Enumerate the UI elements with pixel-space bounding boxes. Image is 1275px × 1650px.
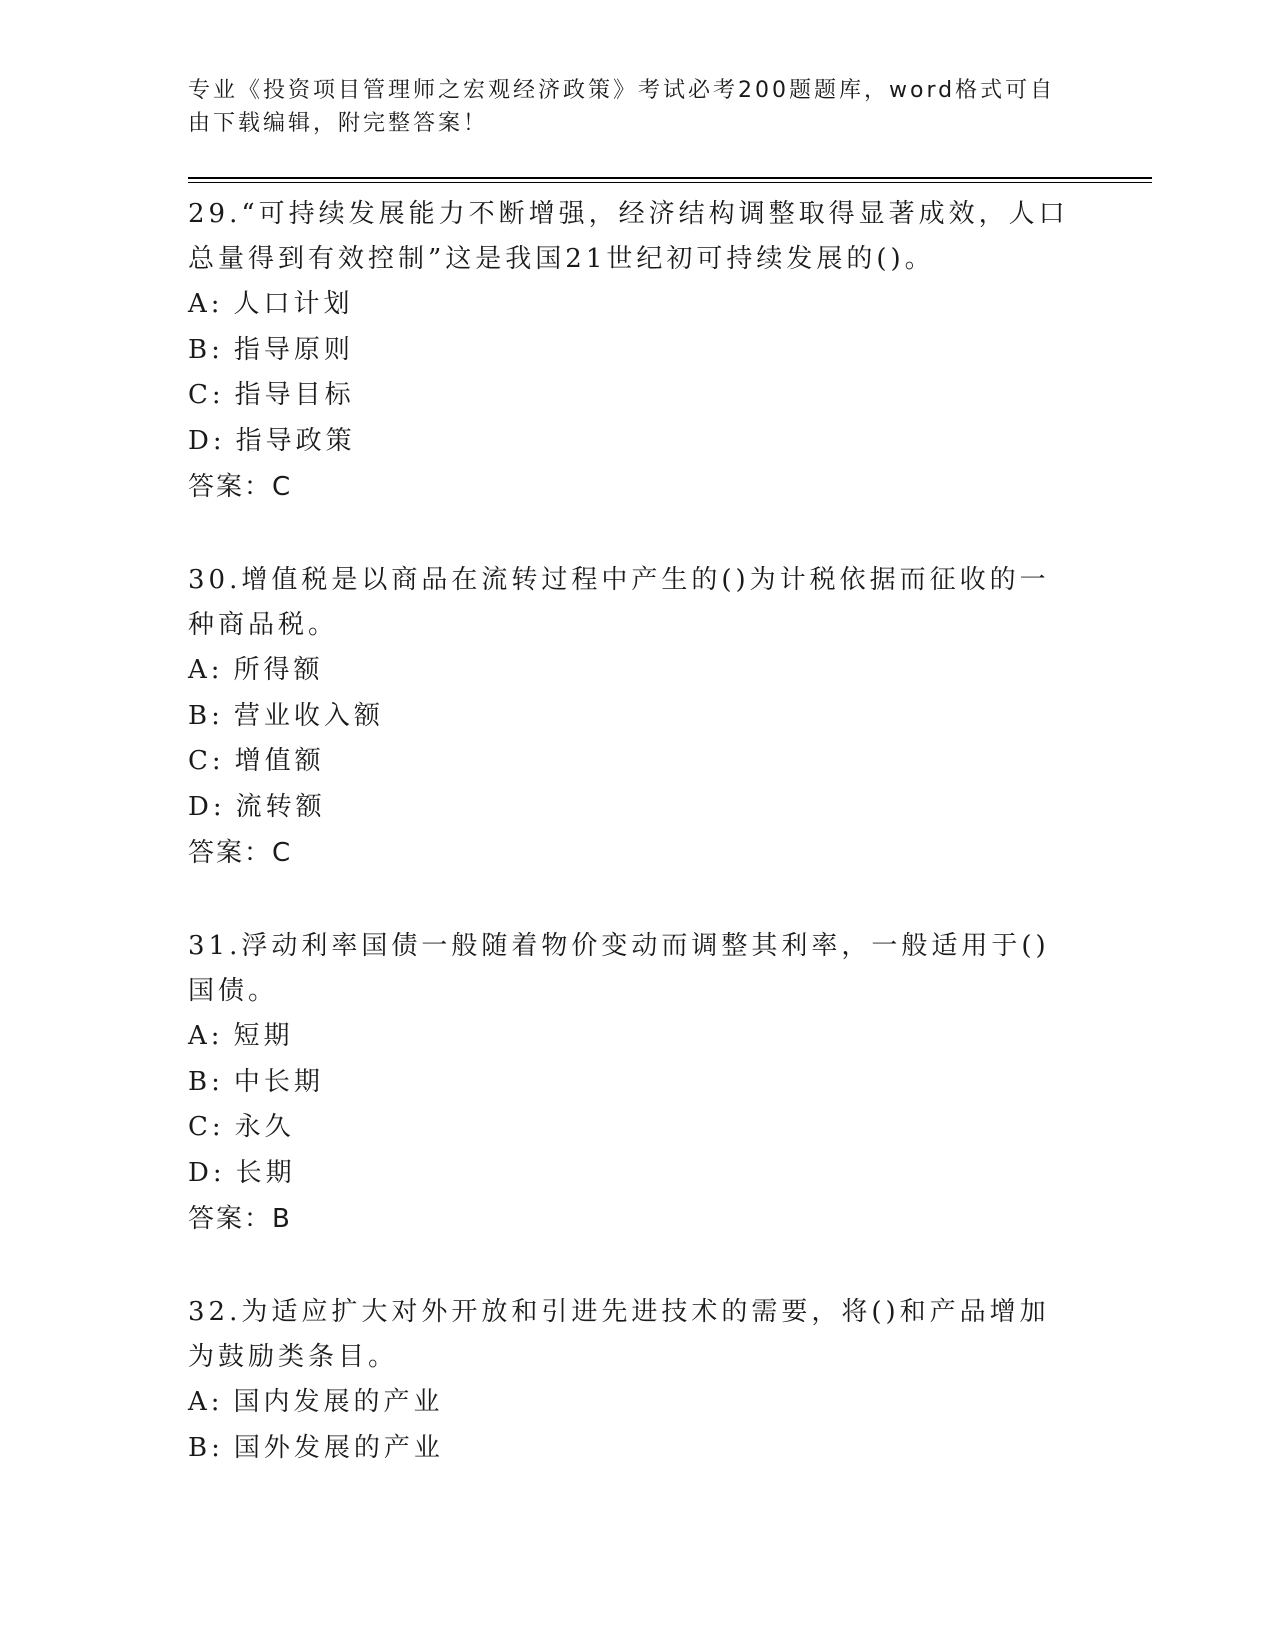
option-b — [188, 1426, 1078, 1472]
header-divider-thick — [188, 177, 1152, 179]
option-key: B: — [188, 334, 224, 365]
option-text: 所得额 — [233, 655, 324, 685]
question-30 — [188, 558, 1078, 876]
option-a — [188, 1014, 1078, 1060]
document-header: 专业《投资项目管理师之宏观经济政策》考试必考200题题库，word格式可自由下载编辑，附完整答案！ — [188, 78, 1056, 136]
question-29 — [188, 192, 1078, 510]
question-31 — [188, 924, 1078, 1242]
option-text: 中长期 — [233, 1066, 324, 1097]
option-key: A: — [188, 655, 224, 685]
option-a — [188, 1380, 1078, 1426]
option-key: D: — [188, 425, 226, 456]
option-key: B: — [188, 700, 224, 731]
answer-line: 答案：C — [188, 472, 293, 502]
option-text: 永久 — [234, 1112, 295, 1142]
option-key: A: — [188, 1021, 224, 1051]
answer-line: 答案：B — [188, 1204, 292, 1234]
option-text: 指导目标 — [234, 380, 355, 410]
question-stem: 31.浮动利率国债一般随着物价变动而调整其利率，一般适用于()国债。 — [188, 931, 1050, 1006]
option-b — [188, 328, 1078, 374]
option-d — [188, 419, 1078, 465]
option-key: B: — [188, 1432, 224, 1463]
option-text: 人口计划 — [233, 289, 354, 319]
option-b — [188, 694, 1078, 740]
option-key: B: — [188, 1066, 224, 1097]
question-stem: 29.“可持续发展能力不断增强，经济结构调整取得显著成效，人口总量得到有效控制”这是我国21世纪初可持续发展的()。 — [188, 199, 1069, 274]
option-d — [188, 785, 1078, 831]
option-text: 增值额 — [234, 746, 325, 776]
option-key: C: — [188, 380, 225, 410]
option-text: 流转额 — [235, 791, 326, 822]
header-divider-thin — [188, 182, 1152, 183]
option-key: A: — [188, 1387, 224, 1417]
option-key: C: — [188, 746, 225, 776]
option-text: 国外发展的产业 — [233, 1432, 444, 1463]
question-32 — [188, 1290, 1078, 1471]
option-text: 指导政策 — [235, 425, 356, 456]
option-key: A: — [188, 289, 224, 319]
option-a — [188, 648, 1078, 694]
option-text: 长期 — [235, 1157, 296, 1188]
option-c — [188, 1105, 1078, 1151]
option-text: 短期 — [233, 1021, 294, 1051]
option-a — [188, 282, 1078, 328]
answer-line: 答案：C — [188, 838, 293, 868]
option-c — [188, 739, 1078, 785]
option-key: D: — [188, 1157, 226, 1188]
option-text: 国内发展的产业 — [233, 1387, 444, 1417]
option-key: D: — [188, 791, 226, 822]
option-text: 营业收入额 — [233, 700, 384, 731]
option-c — [188, 373, 1078, 419]
question-stem: 30.增值税是以商品在流转过程中产生的()为计税依据而征收的一种商品税。 — [188, 565, 1050, 640]
option-text: 指导原则 — [233, 334, 354, 365]
question-stem: 32.为适应扩大对外开放和引进先进技术的需要，将()和产品增加为鼓励类条目。 — [188, 1297, 1050, 1372]
option-key: C: — [188, 1112, 225, 1142]
option-d — [188, 1151, 1078, 1197]
question-list — [188, 192, 1078, 1519]
option-b — [188, 1060, 1078, 1106]
